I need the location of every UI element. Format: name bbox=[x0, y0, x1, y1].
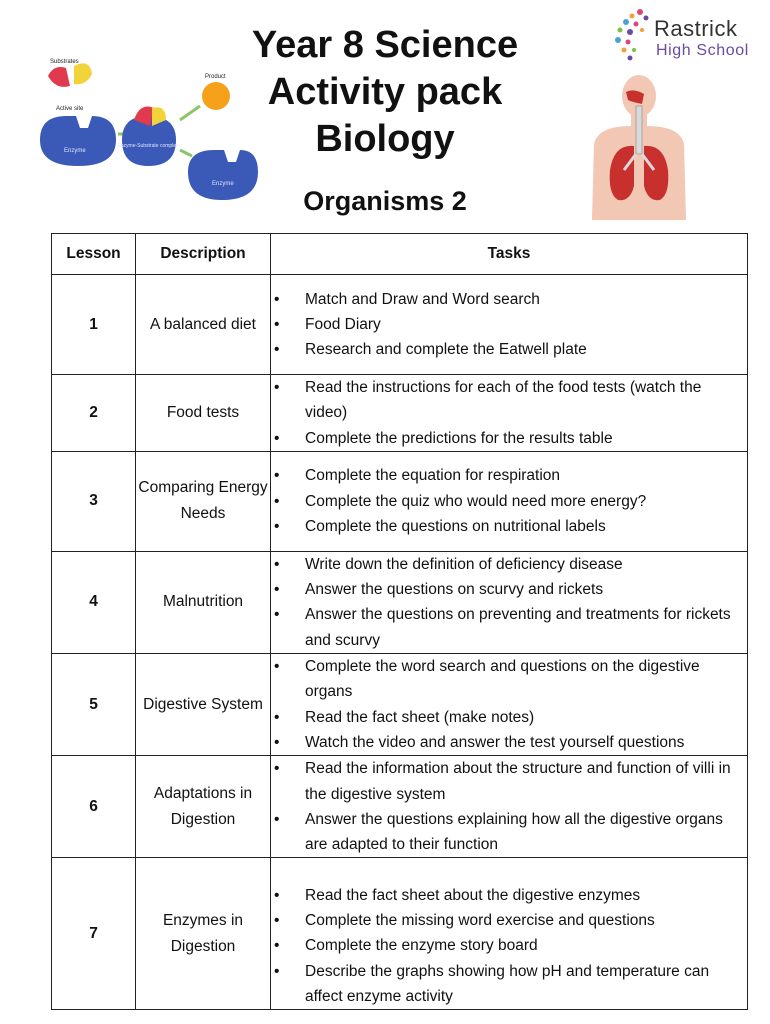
task-item: • Read the information about the structure and function of villi in the digestive system bbox=[271, 756, 747, 807]
school-logo bbox=[610, 6, 762, 66]
task-item: • Complete the word search and questions on the digestive organs bbox=[271, 654, 747, 705]
task-item: • Complete the enzyme story board bbox=[271, 933, 747, 958]
table-row bbox=[52, 756, 748, 858]
task-item: • Describe the graphs showing how pH and temperature can affect enzyme activity bbox=[271, 959, 747, 1010]
lesson-number: 5 bbox=[52, 654, 136, 756]
lesson-number: 3 bbox=[52, 451, 136, 551]
task-item: • Complete the missing word exercise and questions bbox=[271, 908, 747, 933]
lesson-description: Malnutrition bbox=[136, 551, 271, 653]
lesson-tasks bbox=[271, 654, 748, 756]
title-line-3: Biology bbox=[315, 118, 455, 160]
lesson-number: 1 bbox=[52, 275, 136, 375]
enzyme-shape bbox=[40, 116, 116, 166]
table-row bbox=[52, 654, 748, 756]
task-item: • Complete the questions on nutritional labels bbox=[271, 514, 747, 539]
lesson-number: 4 bbox=[52, 551, 136, 653]
table-header-row bbox=[52, 234, 748, 275]
table-row bbox=[52, 858, 748, 1010]
task-item: • Read the fact sheet (make notes) bbox=[271, 705, 747, 730]
lesson-tasks bbox=[271, 858, 748, 1010]
lesson-tasks bbox=[271, 275, 748, 375]
label-enzyme: Enzyme bbox=[64, 148, 86, 154]
label-active-site: Active site bbox=[56, 106, 84, 112]
task-item: • Read the instructions for each of the food tests (watch the video) bbox=[271, 375, 747, 426]
task-item: • Complete the equation for respiration bbox=[271, 463, 747, 488]
task-item: • Answer the questions explaining how all the digestive organs are adapted to their function bbox=[271, 807, 747, 858]
task-item: • Complete the quiz who would need more energy? bbox=[271, 489, 747, 514]
substrate-red-shape bbox=[48, 67, 70, 87]
label-product: Product bbox=[205, 74, 226, 80]
header-lesson: Lesson bbox=[52, 234, 136, 275]
lesson-number: 7 bbox=[52, 858, 136, 1010]
task-item: • Watch the video and answer the test yourself questions bbox=[271, 730, 747, 755]
lesson-description: A balanced diet bbox=[136, 275, 271, 375]
lesson-tasks bbox=[271, 451, 748, 551]
lesson-description: Comparing Energy Needs bbox=[136, 451, 271, 551]
task-item: • Answer the questions on preventing and treatments for rickets and scurvy bbox=[271, 602, 747, 653]
page-title bbox=[220, 22, 550, 163]
task-item: • Complete the predictions for the results table bbox=[271, 426, 747, 451]
arrow-to-product bbox=[180, 106, 200, 120]
label-complex: Enzyme-Substrate complex bbox=[117, 143, 179, 149]
lesson-description: Enzymes in Digestion bbox=[136, 858, 271, 1010]
task-item: • Match and Draw and Word search bbox=[271, 287, 747, 312]
table-row bbox=[52, 375, 748, 452]
arrow-to-enzyme bbox=[180, 150, 192, 156]
task-item: • Food Diary bbox=[271, 312, 747, 337]
respiratory-system-image bbox=[584, 74, 694, 220]
label-enzyme-released: Enzyme bbox=[212, 181, 234, 187]
lesson-description: Digestive System bbox=[136, 654, 271, 756]
header-description: Description bbox=[136, 234, 271, 275]
header-tasks: Tasks bbox=[271, 234, 748, 275]
lesson-number: 2 bbox=[52, 375, 136, 452]
lesson-number: 6 bbox=[52, 756, 136, 858]
page-subtitle: Organisms 2 bbox=[303, 186, 467, 216]
logo-name: Rastrick bbox=[654, 16, 738, 41]
lesson-tasks bbox=[271, 551, 748, 653]
task-item: • Read the fact sheet about the digestive enzymes bbox=[271, 883, 747, 908]
logo-dots-icon bbox=[610, 6, 655, 66]
logo-subtitle: High School bbox=[656, 42, 749, 59]
table-row bbox=[52, 275, 748, 375]
label-substrates: Substrates bbox=[50, 59, 79, 65]
task-item: • Write down the definition of deficiency disease bbox=[271, 552, 747, 577]
lesson-tasks bbox=[271, 375, 748, 452]
table-row bbox=[52, 551, 748, 653]
lesson-description: Adaptations in Digestion bbox=[136, 756, 271, 858]
lesson-table bbox=[51, 233, 748, 1010]
lesson-description: Food tests bbox=[136, 375, 271, 452]
title-line-2: Activity pack bbox=[267, 71, 503, 113]
task-item: • Research and complete the Eatwell plate bbox=[271, 337, 747, 362]
table-row bbox=[52, 451, 748, 551]
lesson-tasks bbox=[271, 756, 748, 858]
title-line-1: Year 8 Science bbox=[251, 24, 519, 66]
substrate-yellow-shape bbox=[74, 63, 92, 84]
task-item: • Answer the questions on scurvy and rickets bbox=[271, 577, 747, 602]
